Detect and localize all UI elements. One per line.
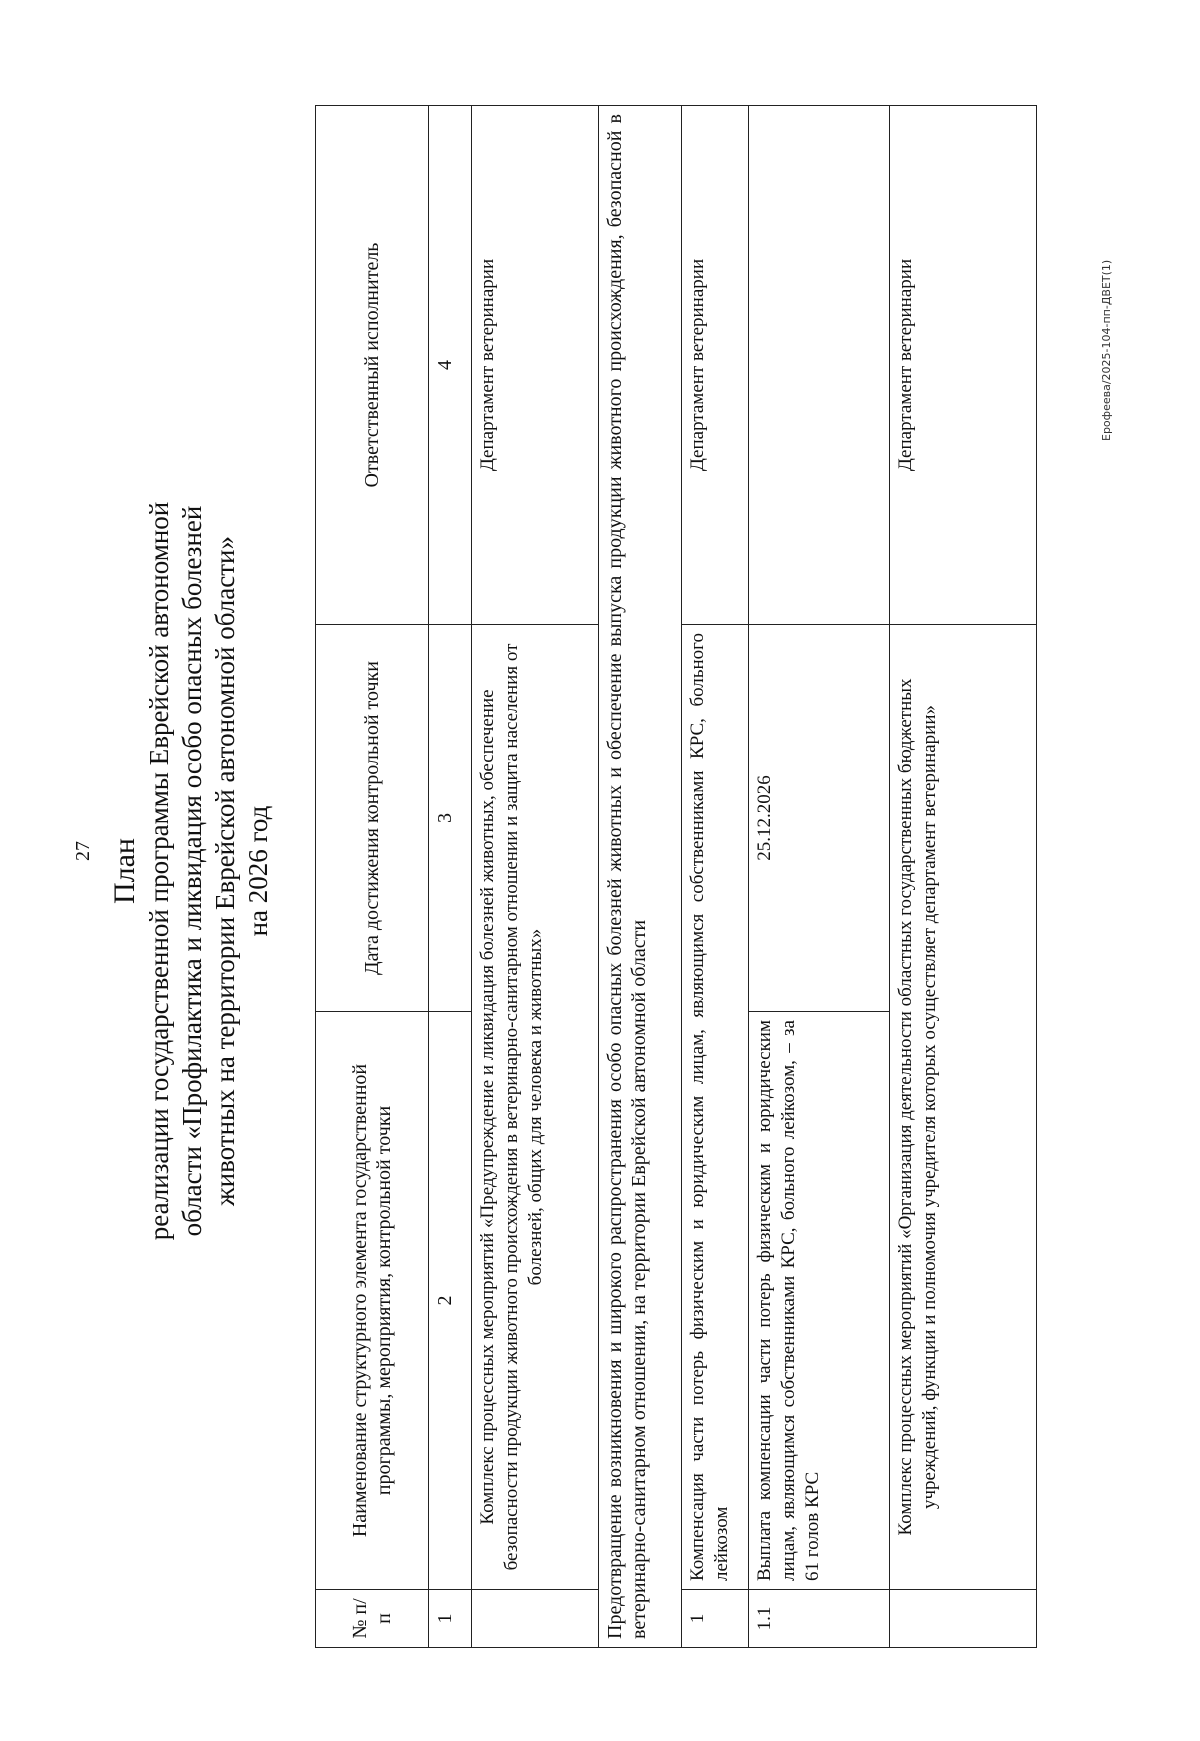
- table-row: [890, 106, 1037, 1648]
- responsible-cell: Департамент ветеринарии: [890, 106, 1037, 625]
- cell-empty: [472, 1590, 599, 1648]
- column-number: 3: [429, 625, 472, 1012]
- task-description: Предотвращение возникновения и широкого распространения особо опасных болезней животных и обеспечение выпуска продукции животного происхождения, безопасной в ветеринарно-санитарном отношении, на территории Еврейской автономной области: [599, 106, 682, 1648]
- cell-empty: [749, 106, 890, 625]
- column-number: 1: [429, 1590, 472, 1648]
- responsible-cell: Департамент ветеринарии: [472, 106, 599, 625]
- control-point-date: 25.12.2026: [749, 625, 890, 1012]
- title-line: реализации государственной программы Еврейской автономной: [144, 501, 174, 1241]
- title-line: животных на территории Еврейской автономной области»: [210, 536, 240, 1206]
- control-point-name: Выплата компенсации части потерь физическим и юридическим лицам, являющимся собственниками КРС, больного лейкозом, – за 61 голов КРС: [749, 1012, 890, 1590]
- title-line: области «Профилактика и ликвидация особо опасных болезней: [177, 505, 207, 1237]
- column-number: 2: [429, 1012, 472, 1590]
- page-number: 27: [72, 841, 94, 861]
- header-responsible: Ответственный исполнитель: [316, 106, 429, 625]
- responsible-cell: Департамент ветеринарии: [682, 106, 749, 625]
- plan-table: [315, 105, 1037, 1648]
- header-name: Наименование структурного элемента государственной программы, мероприятия, контрольной точки: [316, 1012, 429, 1590]
- row-number: 1: [682, 1590, 749, 1648]
- table-row: [749, 106, 890, 1648]
- complex-measures-2: Комплекс процессных мероприятий «Организация деятельности областных государственных бюджетных учреждений, функции и полномочия учредителя которых осуществляет департамент ветеринарии»: [890, 625, 1037, 1590]
- header-num: № п/п: [316, 1590, 429, 1648]
- complex-measures-1: Комплекс процессных мероприятий «Предупреждение и ликвидация болезней животных, обеспечение безопасности продукции животного происхождения в ветеринарно-санитарном отношении и защита населения от болезней, общих для человека и животных»: [472, 625, 599, 1590]
- document-code: Ерофеева/2025-104-пп-ДВЕТ(1): [1100, 259, 1113, 441]
- table-row: [472, 106, 599, 1648]
- column-number: 4: [429, 106, 472, 625]
- table-header-row: [316, 106, 429, 1648]
- title-line: на 2026 год: [243, 805, 273, 937]
- title-plan: План: [108, 838, 141, 905]
- column-numbers-row: [429, 106, 472, 1648]
- document-title: [108, 181, 275, 1561]
- cell-empty: [890, 1590, 1037, 1648]
- table-row: [682, 106, 749, 1648]
- row-number: 1.1: [749, 1590, 890, 1648]
- header-date: Дата достижения контрольной точки: [316, 625, 429, 1012]
- measure-name: Компенсация части потерь физическим и юридическим лицам, являющимся собственниками КРС, больного лейкозом: [682, 625, 749, 1590]
- task-row: [599, 106, 682, 1648]
